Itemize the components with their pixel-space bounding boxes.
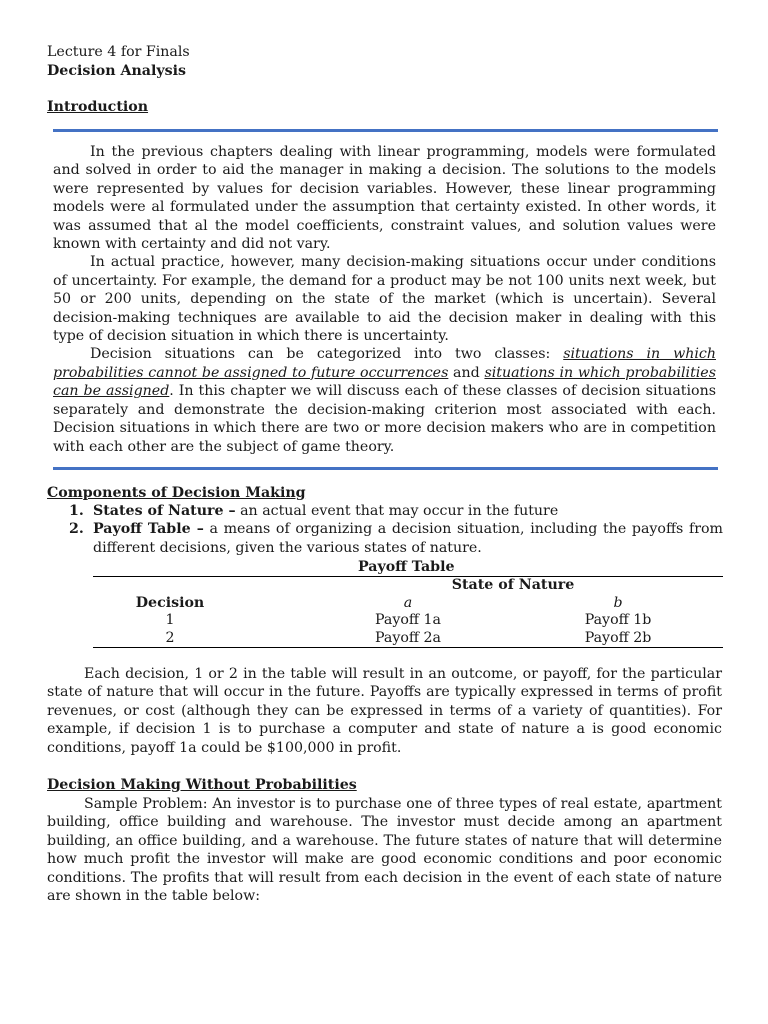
payoff-table [93,576,723,648]
without-probabilities-heading: Decision Making Without Probabilities [47,777,357,793]
component-item-payoff-table [47,520,723,557]
payoff-table-caption: Payoff Table [358,559,455,575]
table-row [93,630,723,648]
class-with-probabilities: situations in which probabilities can be assigned [53,364,716,400]
component-description: an actual event that may occur in the future [235,503,559,519]
table-row [93,612,723,630]
table-header-row [93,577,723,595]
intro-paragraph-3 [53,345,716,455]
introduction-heading: Introduction [47,99,149,115]
state-of-nature-header: State of Nature [303,577,723,595]
component-term: States of Nature – [93,503,236,519]
state-b-header: b [613,594,623,611]
payoff-cell: Payoff 1a [375,612,441,628]
table-cell [93,577,303,595]
decision-header: Decision [135,594,205,611]
table-header-row [93,595,723,613]
payoff-explanation-block [47,665,722,757]
payoff-cell: Payoff 1b [584,612,652,628]
intro-text-block [53,143,716,456]
p3-end: . In this chapter we will discuss each of these classes of decision situations separately and demonstrate the decision-making criterion most associated with each. Decision situations in which there are two or more decision makers who are in competition with each other are the subject of game theory. [53,383,716,455]
components-heading: Components of Decision Making [47,485,306,501]
page-title: Decision Analysis [47,63,186,79]
components-list [47,502,723,557]
component-description: a means of organizing a decision situation, including the payoffs from different decisions, given the various states of nature. [93,521,723,556]
section-divider-bottom [53,467,718,470]
section-divider-top [53,129,718,132]
decision-cell: 1 [165,612,175,628]
state-a-header: a [403,594,413,611]
intro-paragraph-2: In actual practice, however, many decision-making situations occur under conditions of uncertainty. For example, the demand for a product may be not 100 units next week, but 50 or 200 units, depending on the state of the market (which is uncertain). Several decision-making techniques are available to aid the decision maker in dealing with this type of decision situation in which there is uncertainty. [53,254,716,345]
lecture-label: Lecture 4 for Finals [47,44,190,60]
intro-paragraph-1: In the previous chapters dealing with linear programming, models were formulated and solved in order to aid the manager in making a decision. The solutions to the models were represented by values for decision variables. However, these linear programming models were al formulated under the assumption that certainty existed. In other words, it was assumed that al the model coefficients, constraint values, and solution values were known with certainty and did not vary. [53,144,716,253]
class-without-probabilities: situations in which probabilities cannot be assigned to future occurrences [53,346,716,381]
list-number: 1. [69,503,84,519]
sample-problem-block [47,795,722,905]
decision-cell: 2 [93,630,303,648]
payoff-cell: Payoff 2a [303,630,513,648]
p3-and: and [448,364,485,381]
component-term: Payoff Table – [93,521,204,538]
payoff-cell: Payoff 2b [513,630,723,648]
sample-problem-text: Sample Problem: An investor is to purchase one of three types of real estate, apartment building, office building and warehouse. The investor must decide among an apartment building, an office building, and a warehouse. The future states of nature that will determine how much profit the investor will make are good economic conditions and poor economic conditions. The profits that will result from each decision in the event of each state of nature are shown in the table below: [47,796,722,905]
payoff-explanation: Each decision, 1 or 2 in the table will result in an outcome, or payoff, for the particular state of nature that will occur in the future. Payoffs are typically expressed in terms of profit revenues, or cost (although they can be expressed in terms of a variety of quantities). For example, if decision 1 is to purchase a computer and state of nature a is good economic conditions, payoff 1a could be $100,000 in profit. [47,666,722,756]
list-number: 2. [69,521,84,538]
component-item-states-of-nature [47,502,723,520]
p3-start: Decision situations can be categorized into two classes: [90,346,564,363]
